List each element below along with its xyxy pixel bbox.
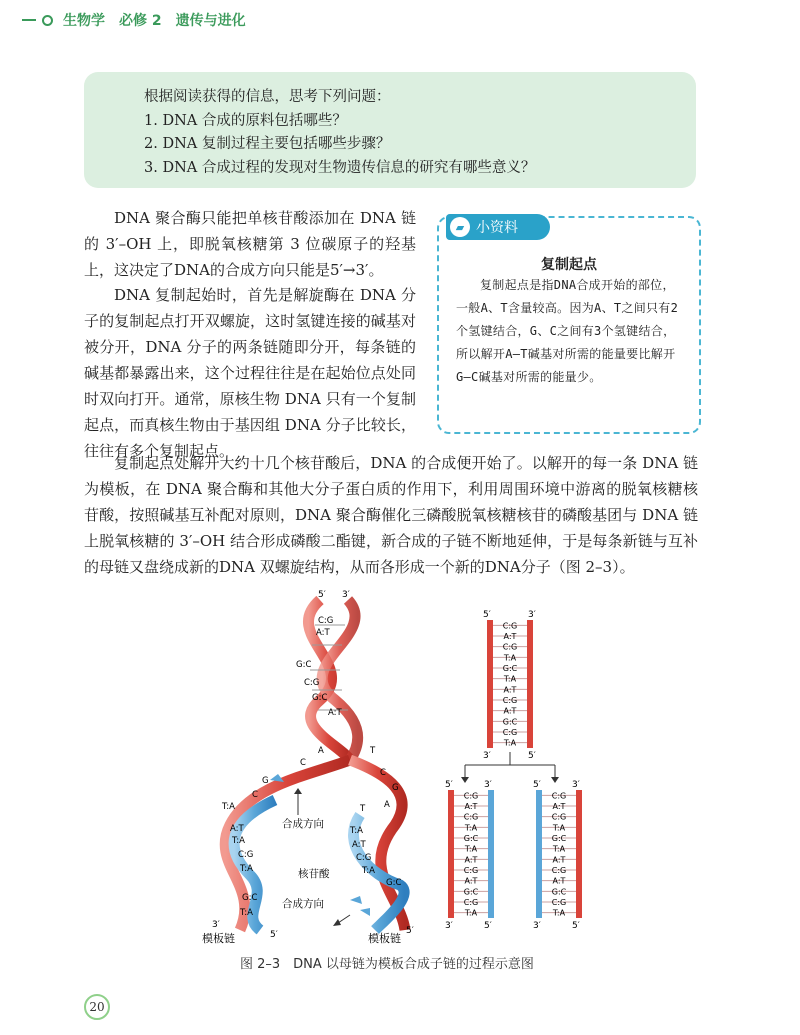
ladder-pair-label: T:A — [503, 653, 517, 663]
five-prime-label: 5′ — [533, 780, 541, 790]
base-label: G — [262, 776, 269, 786]
ladder-pair-label: C:G — [502, 696, 518, 705]
body-paragraph-1: DNA 聚合酶只能把单核苷酸添加在 DNA 链的 3′–OH 上，即脱氧核糖第 3 位碳原子的羟基上，这决定了DNA的合成方向只能是5′→3′。 — [84, 209, 416, 279]
three-prime-label: 3′ — [342, 590, 350, 600]
base-label: C — [380, 768, 386, 778]
helix-pair-label: A:T — [328, 708, 342, 718]
ladder-pair-label: A:T — [552, 802, 566, 811]
ladder-pair-label: A:T — [503, 632, 517, 641]
nucleotide-label: 核苷酸 — [298, 868, 330, 880]
daughter-pair-label: C:G — [356, 853, 372, 863]
ladder-pair-label: G:C — [463, 887, 479, 897]
ladder-pair-label: T:A — [552, 908, 566, 918]
five-prime-label: 5′ — [483, 610, 491, 620]
base-label: C — [252, 790, 258, 800]
five-prime-label: 5′ — [270, 930, 278, 940]
body-paragraph-2: DNA 复制起始时，首先是解旋酶在 DNA 分子的复制起点打开双螺旋，这时氢键连接的碱基对被分开，DNA 分子的两条链随即分开，每条链的碱基都暴露出来，这个过程往往是在起始位点处同时双向打开。通常，原核生物 DNA 只有一个复制起点，而真核生物由于基因组 DNA 分子比较长，往往有多个复制起点。 — [84, 286, 416, 460]
five-prime-label: 5′ — [528, 751, 536, 761]
body-paragraph-3: 复制起点处解开大约十几个核苷酸后，DNA 的合成便开始了。以解开的每一条 DNA 链为模板，在 DNA 聚合酶和其他大分子蛋白质的作用下，利用周围环境中游离的脱氧核糖核苷酸，按照碱基互补配对原则，DNA 聚合酶催化三磷酸脱氧核糖核苷的磷酸基团与 DNA 链上脱氧核糖的 3′–OH 结合形成磷酸二酯键，新合成的子链不断地延伸，于是每条新链与互补的母链又盘绕成新的DNA 双螺旋结构，从而各形成一个新的DNA分子（图 2–3）。 — [84, 454, 698, 576]
daughter-pair-label: T:A — [222, 802, 235, 812]
daughter-pair-label: T:A — [240, 908, 253, 918]
three-prime-label: 3′ — [533, 921, 541, 931]
ladder-pair-label: C:G — [551, 898, 567, 907]
ladder-pair-label: G:C — [551, 887, 567, 897]
question-box — [84, 72, 696, 188]
ladder-pair-label: T:A — [503, 674, 517, 684]
ladder-pair-label: G:C — [463, 834, 479, 843]
ladder-pair-label: C:G — [463, 898, 479, 907]
three-prime-label: 3′ — [484, 780, 492, 790]
ladder-rungs — [493, 621, 527, 747]
three-prime-label: 3′ — [445, 921, 453, 931]
ladder-pair-label: A:T — [552, 876, 566, 886]
five-prime-label: 5′ — [406, 926, 414, 936]
ladder-pair-label: C:G — [502, 621, 518, 631]
base-label: G — [392, 783, 399, 793]
dna-replication-figure — [200, 585, 600, 945]
info-title: 复制起点 — [541, 257, 597, 273]
template-strand-label: 模板链 — [368, 932, 401, 945]
ladder-pair-label: C:G — [463, 866, 479, 875]
five-prime-label: 5′ — [572, 921, 580, 931]
base-label: T — [370, 746, 376, 756]
question-item: 1. DNA 合成的原料包括哪些？ — [144, 112, 347, 129]
base-label: C — [300, 758, 306, 768]
ladder-rungs — [542, 791, 576, 917]
info-tab-label: 小资料 — [476, 220, 518, 236]
helix-pair-label: C:G — [304, 678, 320, 688]
daughter-pair-label: G:C — [386, 878, 402, 888]
three-prime-label: 3′ — [212, 920, 220, 930]
ladder-pair-label: G:C — [502, 717, 518, 727]
ladder-pair-label: T:A — [552, 823, 566, 833]
helix-pair-label: A:T — [316, 628, 330, 638]
five-prime-label: 5′ — [484, 921, 492, 931]
ladder-pair-label: T:A — [503, 738, 517, 748]
ladder-pair-label: T:A — [464, 908, 478, 918]
question-intro: 根据阅读获得的信息，思考下列问题： — [144, 89, 391, 105]
parent-ladder — [483, 610, 536, 761]
daughter-ladder-left — [445, 780, 494, 931]
base-label: A — [318, 746, 324, 756]
ladder-pair-label: T:A — [464, 823, 478, 833]
ladder-pair-label: A:T — [464, 855, 478, 865]
template-strand-label: 模板链 — [202, 932, 235, 945]
daughter-pair-label: T:A — [362, 866, 375, 876]
info-tab — [446, 214, 550, 240]
question-item: 3. DNA 合成过程的发现对生物遗传信息的研究有哪些意义？ — [144, 159, 536, 176]
ladder-pair-label: C:G — [502, 642, 518, 652]
helix-pair-label: G:C — [296, 660, 312, 670]
three-prime-label: 3′ — [528, 610, 536, 620]
daughter-pair-label: G:C — [242, 893, 258, 903]
five-prime-label: 5′ — [318, 590, 326, 600]
ladder-pair-label: C:G — [551, 812, 567, 822]
helix-pair-label: G:C — [312, 693, 328, 703]
ladder-pair-label: C:G — [463, 791, 479, 801]
question-item: 2. DNA 复制过程主要包括哪些步骤？ — [144, 136, 391, 152]
daughter-pair-label: T:A — [240, 864, 253, 874]
ladder-pair-label: C:G — [551, 791, 567, 801]
ladder-pair-label: A:T — [464, 876, 478, 886]
ladder-pair-label: C:G — [463, 812, 479, 822]
daughter-pair-label: A:T — [230, 824, 244, 834]
daughter-pair-label: A:T — [352, 840, 366, 850]
base-label: A — [384, 800, 390, 810]
daughter-pair-label: C:G — [238, 850, 254, 860]
daughter-pair-label: T:A — [350, 826, 363, 836]
ladder-pair-label: C:G — [502, 728, 518, 737]
header-title: 生物学 必修 2 遗传与进化 — [63, 13, 246, 29]
direction-label: 合成方向 — [282, 818, 324, 830]
ladder-rungs — [454, 791, 488, 917]
page-number: 20 — [84, 994, 110, 1020]
ladder-pair-label: C:G — [551, 866, 567, 875]
three-prime-label: 3′ — [572, 780, 580, 790]
figure-caption: 图 2–3 DNA 以母链为模板合成子链的过程示意图 — [240, 957, 534, 972]
ladder-pair-label: A:T — [503, 685, 517, 695]
split-arrows — [461, 752, 559, 783]
ladder-pair-label: G:C — [502, 664, 518, 673]
ladder-pair-label: T:A — [464, 844, 478, 854]
parent-helix — [296, 590, 358, 760]
header-circle-icon — [42, 15, 53, 26]
three-prime-label: 3′ — [483, 751, 491, 761]
helix-pair-label: C:G — [318, 616, 334, 626]
right-template-strand — [349, 746, 414, 945]
daughter-pair-label: T:A — [232, 836, 245, 846]
folder-icon: ▰ — [450, 217, 470, 237]
ladder-pair-label: A:T — [503, 706, 517, 716]
five-prime-label: 5′ — [445, 780, 453, 790]
running-header — [22, 10, 246, 30]
ladder-pair-label: A:T — [552, 855, 566, 865]
ladder-pair-label: T:A — [552, 844, 566, 854]
base-label: T — [360, 804, 366, 814]
ladder-pair-label: G:C — [551, 834, 567, 843]
daughter-ladder-right — [533, 780, 582, 931]
header-line-icon — [22, 19, 36, 21]
ladder-pair-label: A:T — [464, 802, 478, 811]
info-text: 复制起点是指DNA合成开始的部位，一般A、T含量较高。因为A、T之间只有2个氢键结合，G、C之间有3个氢键结合，所以解开A–T碱基对所需的能量要比解开G–C碱基对所需的能量少。 — [456, 278, 679, 384]
direction-label: 合成方向 — [282, 898, 324, 910]
